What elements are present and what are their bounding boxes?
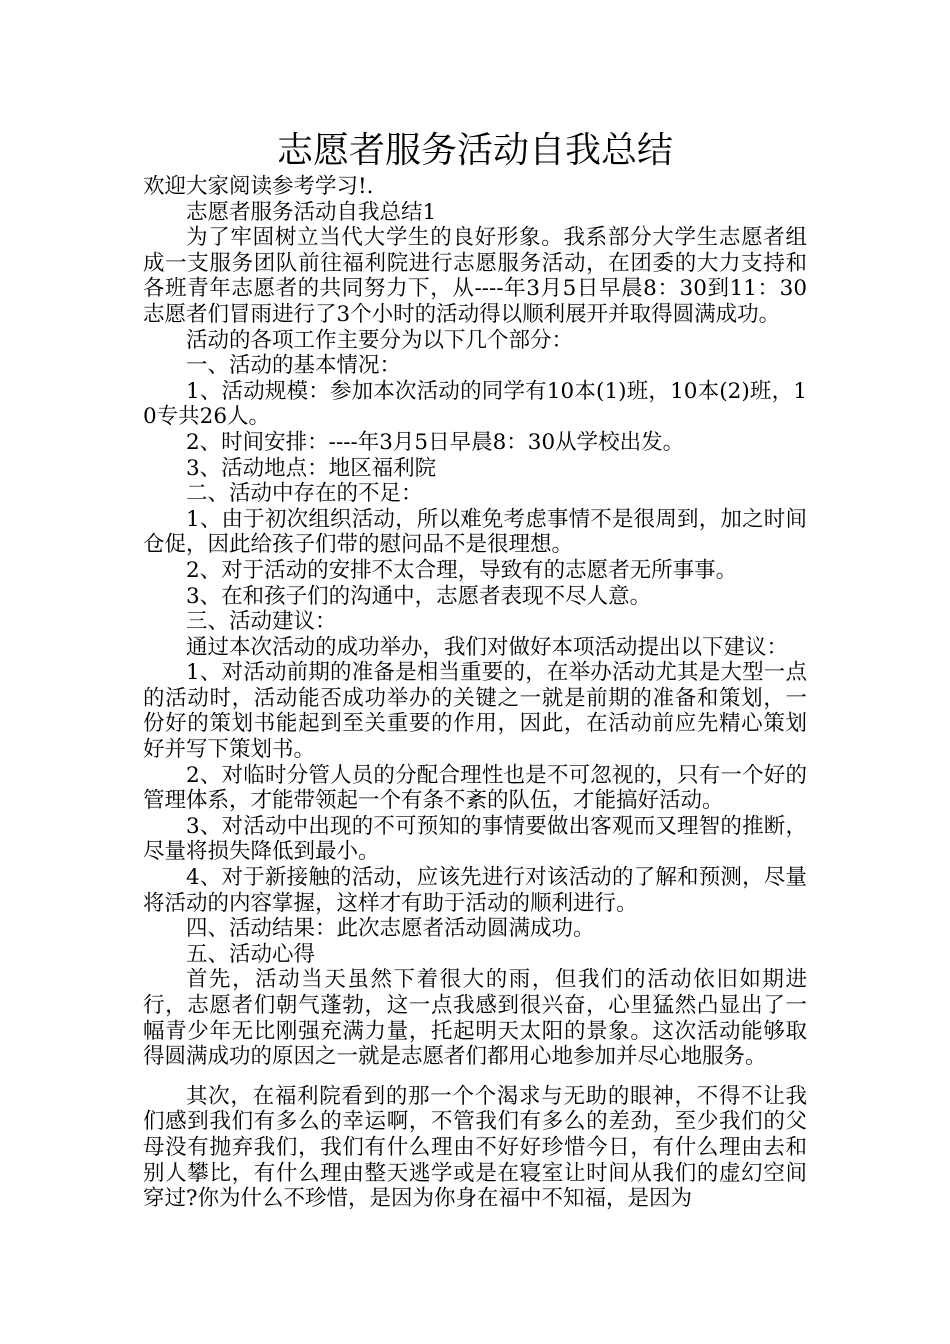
document-body xyxy=(143,174,807,1212)
body-paragraph: 2、对临时分管人员的分配合理性也是不可忽视的，只有一个好的管理体系，才能带领起一个有条不紊的队伍，才能搞好活动。 xyxy=(143,762,807,814)
body-paragraph: 其次，在福利院看到的那一个个渴求与无助的眼神，不得不让我们感到我们有多么的幸运啊，不管我们有多么的差劲，至少我们的父母没有抛弃我们，我们有什么理由不好好珍惜今日，有什么理由去和别人攀比，有什么理由整天逃学或是在寝室让时间从我们的虚幻空间穿过?你为什么不珍惜，是因为你身在福中不知福，是因为 xyxy=(143,1083,807,1212)
body-paragraph: 3、对活动中出现的不可预知的事情要做出客观而又理智的推断，尽量将损失降低到最小。 xyxy=(143,813,807,865)
body-paragraph: 通过本次活动的成功举办，我们对做好本项活动提出以下建议： xyxy=(186,634,789,660)
section-heading: 二、活动中存在的不足： xyxy=(186,481,423,507)
body-paragraph: 首先，活动当天虽然下着很大的雨，但我们的活动依旧如期进行，志愿者们朝气蓬勃，这一点我感到很兴奋，心里猛然凸显出了一幅青少年无比刚强充满力量，托起明天太阳的景象。这次活动能够取得圆满成功的原因之一就是志愿者们都用心地参加并尽心地服务。 xyxy=(143,967,807,1070)
body-paragraph: 3、在和孩子们的沟通中，志愿者表现不尽人意。 xyxy=(186,583,652,609)
body-paragraph: 2、对于活动的安排不太合理，导致有的志愿者无所事事。 xyxy=(186,557,738,583)
section-heading: 三、活动建议： xyxy=(186,609,337,635)
subtitle-line: 志愿者服务活动自我总结1 xyxy=(186,199,437,225)
body-paragraph: 4、对于新接触的活动，应该先进行对该活动的了解和预测，尽量将活动的内容掌握，这样才有助于活动的顺利进行。 xyxy=(143,865,807,916)
document-title: 志愿者服务活动自我总结 xyxy=(276,130,673,171)
body-paragraph: 1、对活动前期的准备是相当重要的，在举办活动尤其是大型一点的活动时，活动能否成功举办的关键之一就是前期的准备和策划，一份好的策划书能起到至关重要的作用，因此，在活动前应先精心策划好并写下策划书。 xyxy=(143,660,807,763)
body-paragraph: 2、时间安排：----年3月5日早晨8：30从学校出发。 xyxy=(186,429,685,455)
section-heading: 五、活动心得 xyxy=(186,941,316,967)
body-paragraph: 活动的各项工作主要分为以下几个部分： xyxy=(186,327,574,353)
section-heading: 四、活动结果：此次志愿者活动圆满成功。 xyxy=(186,916,595,942)
body-paragraph: 1、由于初次组织活动，所以难免考虑事情不是很周到，加之时间仓促，因此给孩子们带的慰问品不是很理想。 xyxy=(143,506,807,558)
body-paragraph: 为了牢固树立当代大学生的良好形象。我系部分大学生志愿者组成一支服务团队前往福利院进行志愿服务活动，在团委的大力支持和各班青年志愿者的共同努力下，从----年3月5日早晨8：30到11：30志愿者们冒雨进行了3个小时的活动得以顺利展开并取得圆满成功。 xyxy=(143,225,807,327)
intro-line: 欢迎大家阅读参考学习!. xyxy=(143,174,374,199)
body-paragraph: 1、活动规模：参加本次活动的同学有10本(1)班，10本(2)班，10专共26人。 xyxy=(143,378,807,430)
section-heading: 一、活动的基本情况： xyxy=(186,353,402,379)
body-paragraph: 3、活动地点：地区福利院 xyxy=(186,455,437,481)
